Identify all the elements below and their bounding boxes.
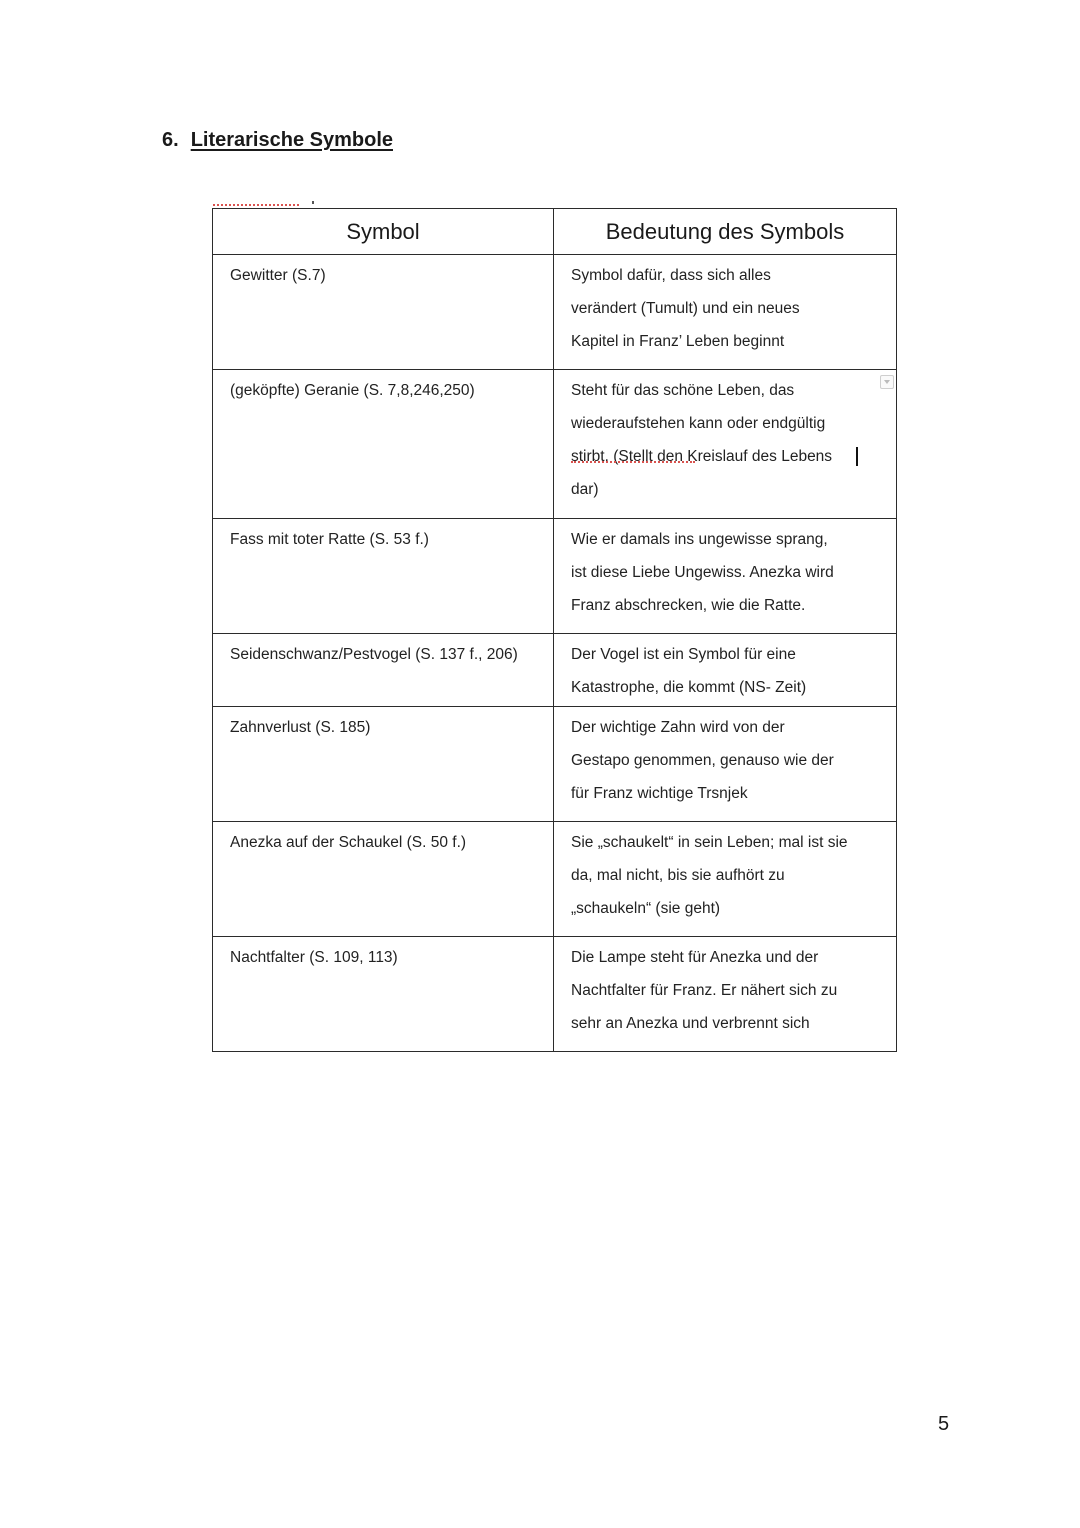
section-heading bbox=[162, 129, 393, 152]
meaning-line: Franz abschrecken, wie die Ratte. bbox=[571, 597, 806, 614]
table-row bbox=[213, 519, 897, 634]
meaning-line: Der wichtige Zahn wird von der bbox=[571, 719, 785, 736]
table-row bbox=[213, 634, 897, 707]
meaning-cell[interactable] bbox=[554, 370, 897, 519]
text-cursor bbox=[856, 447, 858, 466]
meaning-line: für Franz wichtige Trsnjek bbox=[571, 785, 748, 802]
symbol-cell[interactable]: (geköpfte) Geranie (S. 7,8,246,250) bbox=[213, 370, 554, 519]
meaning-line: dar) bbox=[571, 481, 599, 498]
header-meaning: Bedeutung des Symbols bbox=[554, 209, 897, 255]
section-title: Literarische Symbole bbox=[190, 129, 393, 151]
meaning-cell[interactable] bbox=[554, 634, 897, 707]
meaning-line: „schaukeln“ (sie geht) bbox=[571, 900, 721, 917]
meaning-cell[interactable] bbox=[554, 822, 897, 937]
meaning-line: Gestapo genommen, genauso wie der bbox=[571, 752, 834, 769]
table-row bbox=[213, 822, 897, 937]
meaning-cell[interactable] bbox=[554, 519, 897, 634]
meaning-cell[interactable] bbox=[554, 707, 897, 822]
symbols-table bbox=[212, 208, 897, 1052]
meaning-line: Wie er damals ins ungewisse sprang, bbox=[571, 531, 828, 548]
meaning-line: Sie „schaukelt“ in sein Leben; mal ist sie bbox=[571, 834, 848, 851]
meaning-line: Symbol dafür, dass sich alles bbox=[571, 267, 771, 284]
symbol-cell[interactable]: Anezka auf der Schaukel (S. 50 f.) bbox=[213, 822, 554, 937]
symbol-cell[interactable]: Gewitter (S.7) bbox=[213, 255, 554, 370]
meaning-line: Nachtfalter für Franz. Er nähert sich zu bbox=[571, 982, 838, 999]
table-row bbox=[213, 707, 897, 822]
stray-mark bbox=[312, 201, 314, 204]
meaning-line: ist diese Liebe Ungewiss. Anezka wird bbox=[571, 564, 834, 581]
section-number: 6. bbox=[162, 129, 179, 151]
meaning-line: da, mal nicht, bis sie aufhört zu bbox=[571, 867, 785, 884]
meaning-line: sehr an Anezka und verbrennt sich bbox=[571, 1015, 810, 1032]
header-symbol: Symbol bbox=[213, 209, 554, 255]
symbol-cell[interactable]: Zahnverlust (S. 185) bbox=[213, 707, 554, 822]
meaning-cell[interactable] bbox=[554, 937, 897, 1052]
spellcheck-mark bbox=[571, 461, 695, 466]
meaning-line: Der Vogel ist ein Symbol für eine bbox=[571, 646, 796, 663]
meaning-line: Kapitel in Franz’ Leben beginnt bbox=[571, 333, 785, 350]
chevron-down-icon[interactable] bbox=[880, 375, 894, 389]
meaning-line: verändert (Tumult) und ein neues bbox=[571, 300, 800, 317]
table-row bbox=[213, 937, 897, 1052]
meaning-line: stirbt. (Stellt den Kreislauf des Lebens bbox=[571, 448, 833, 465]
symbol-cell[interactable]: Fass mit toter Ratte (S. 53 f.) bbox=[213, 519, 554, 634]
table-header-row bbox=[213, 209, 897, 255]
meaning-line: Steht für das schöne Leben, das bbox=[571, 382, 795, 399]
table-row bbox=[213, 370, 897, 519]
meaning-cell[interactable] bbox=[554, 255, 897, 370]
meaning-line: wiederaufstehen kann oder endgültig bbox=[571, 415, 826, 432]
page-number: 5 bbox=[938, 1413, 950, 1435]
symbol-cell[interactable]: Seidenschwanz/Pestvogel (S. 137 f., 206) bbox=[213, 634, 554, 707]
meaning-line: Die Lampe steht für Anezka und der bbox=[571, 949, 819, 966]
table-row bbox=[213, 255, 897, 370]
symbol-cell[interactable]: Nachtfalter (S. 109, 113) bbox=[213, 937, 554, 1052]
meaning-line: Katastrophe, die kommt (NS- Zeit) bbox=[571, 679, 807, 696]
